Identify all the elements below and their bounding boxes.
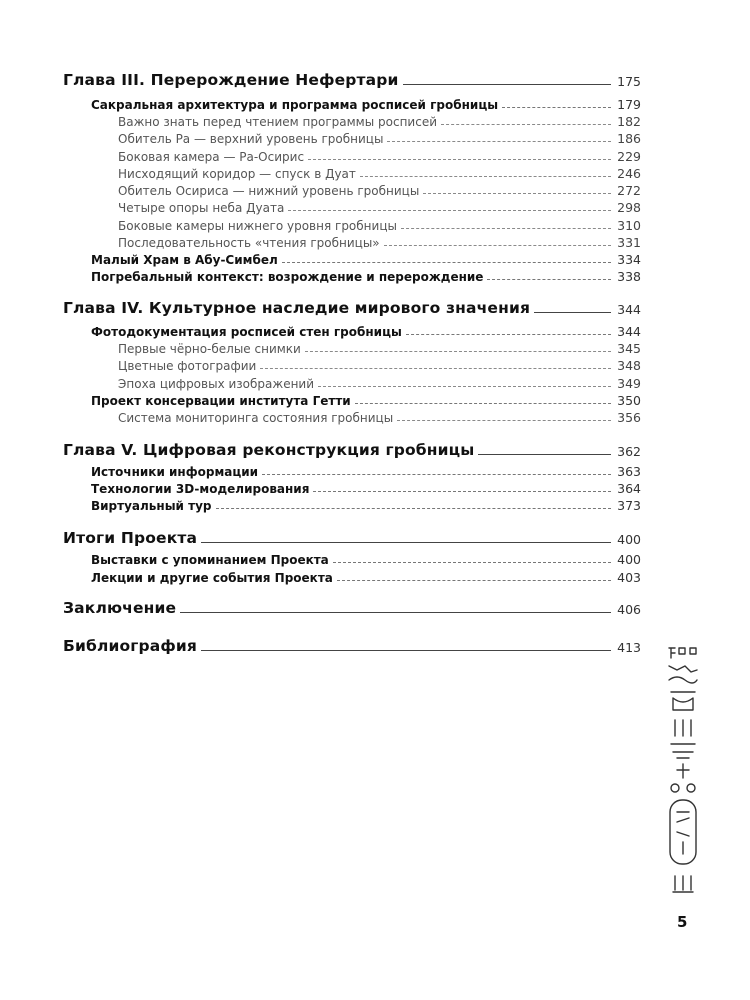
toc-leader [260, 368, 611, 369]
toc-page-number: 349 [617, 376, 641, 391]
toc-page-number: 179 [617, 97, 641, 112]
toc-section [63, 249, 641, 267]
toc-entry-title: Глава V. Цифровая реконструкция гробницы [63, 441, 475, 459]
toc-entry-title: Фотодокументация росписей стен гробницы [91, 325, 402, 339]
toc-entry-title: Источники информации [91, 465, 259, 479]
toc-chapter [63, 441, 641, 459]
toc-entry-title: Обитель Ра — верхний уровень гробницы [118, 132, 384, 146]
toc-leader [423, 193, 611, 194]
toc-leader [305, 351, 611, 352]
toc-leader [534, 312, 611, 313]
toc-entry-title: Заключение [63, 599, 177, 617]
toc-subsection [63, 128, 641, 146]
toc-section [63, 94, 641, 112]
toc-chapter [63, 529, 641, 547]
toc-subsection [63, 232, 641, 250]
toc-entry-title: Итоги Проекта [63, 529, 198, 547]
toc-page-number: 298 [617, 200, 641, 215]
toc-leader [337, 580, 611, 581]
toc-page-number: 345 [617, 341, 641, 356]
toc-chapter [63, 71, 641, 89]
toc-page-number: 338 [617, 269, 641, 284]
toc-leader [262, 474, 611, 475]
toc-section [63, 390, 641, 408]
toc-subsection [63, 146, 641, 164]
toc-chapter [63, 637, 641, 655]
toc-entry-title: Технологии 3D-моделирования [91, 482, 310, 496]
toc-leader [478, 454, 611, 455]
toc-leader [360, 176, 611, 177]
toc-leader [216, 508, 612, 509]
toc-subsection [63, 407, 641, 425]
toc-entry-title: Погребальный контекст: возрождение и перерождение [91, 270, 484, 284]
toc-leader [355, 403, 611, 404]
toc-section [63, 567, 641, 585]
toc-page-number: 406 [617, 602, 641, 617]
toc-entry-title: Эпоха цифровых изображений [118, 377, 315, 391]
toc-page-number: 344 [617, 302, 641, 317]
toc-page-number: 356 [617, 410, 641, 425]
toc-page-number: 373 [617, 498, 641, 513]
toc-page-number: 413 [617, 640, 641, 655]
hieroglyph-cartouche-icon [663, 640, 703, 900]
toc-entry-title: Глава IV. Культурное наследие мирового значения [63, 299, 531, 317]
toc-leader [384, 245, 611, 246]
toc-entry-title: Цветные фотографии [118, 359, 257, 373]
toc-page-number: 403 [617, 570, 641, 585]
toc-entry-title: Выставки с упоминанием Проекта [91, 553, 329, 567]
toc-page-number: 182 [617, 114, 641, 129]
toc-subsection [63, 180, 641, 198]
page-number: 5 [677, 913, 688, 931]
toc-leader [318, 386, 611, 387]
toc-leader [282, 262, 611, 263]
toc-section [63, 321, 641, 339]
toc-leader [403, 84, 611, 85]
toc-entry-title: Боковая камера — Ра-Осирис [118, 150, 305, 164]
toc-section [63, 495, 641, 513]
toc-page-number: 334 [617, 252, 641, 267]
toc-leader [201, 542, 611, 543]
toc-entry-title: Боковые камеры нижнего уровня гробницы [118, 219, 397, 233]
toc-subsection [63, 163, 641, 181]
toc-page-number: 175 [617, 74, 641, 89]
toc-chapter [63, 299, 641, 317]
toc-subsection [63, 215, 641, 233]
toc-entry-title: Библиография [63, 637, 198, 655]
toc-page-number: 363 [617, 464, 641, 479]
toc-section [63, 266, 641, 284]
toc-leader [333, 562, 611, 563]
toc-page-number: 229 [617, 149, 641, 164]
toc-page-number: 350 [617, 393, 641, 408]
toc-leader [201, 650, 611, 651]
toc-leader [180, 612, 611, 613]
toc-leader [397, 420, 611, 421]
toc-entry-title: Малый Храм в Абу-Симбел [91, 253, 278, 267]
toc-entry-title: Глава III. Перерождение Нефертари [63, 71, 399, 89]
toc-subsection [63, 338, 641, 356]
toc-page-number: 246 [617, 166, 641, 181]
toc-page-number: 362 [617, 444, 641, 459]
toc-leader [406, 334, 611, 335]
toc-leader [313, 491, 611, 492]
toc-entry-title: Первые чёрно-белые снимки [118, 342, 301, 356]
toc-chapter [63, 599, 641, 617]
toc-subsection [63, 373, 641, 391]
toc-entry-title: Обитель Осириса — нижний уровень гробницы [118, 184, 420, 198]
toc-entry-title: Важно знать перед чтением программы росписей [118, 115, 438, 129]
toc-page-number: 348 [617, 358, 641, 373]
toc-section [63, 549, 641, 567]
toc-leader [441, 124, 611, 125]
toc-section [63, 461, 641, 479]
toc-entry-title: Лекции и другие события Проекта [91, 571, 333, 585]
toc-entry-title: Последовательность «чтения гробницы» [118, 236, 380, 250]
toc-entry-title: Нисходящий коридор — спуск в Дуат [118, 167, 356, 181]
toc-leader [288, 210, 611, 211]
toc-entry-title: Четыре опоры неба Дуата [118, 201, 285, 215]
toc-leader [401, 228, 611, 229]
toc-page-number: 310 [617, 218, 641, 233]
toc-subsection [63, 111, 641, 129]
toc-entry-title: Сакральная архитектура и программа росписей гробницы [91, 98, 499, 112]
toc-entry-title: Проект консервации института Гетти [91, 394, 351, 408]
toc-leader [487, 279, 611, 280]
toc-page-number: 186 [617, 131, 641, 146]
toc-section [63, 478, 641, 496]
toc-subsection [63, 355, 641, 373]
toc-page-number: 400 [617, 552, 641, 567]
toc-leader [502, 107, 611, 108]
toc-page-number: 331 [617, 235, 641, 250]
toc-entry-title: Система мониторинга состояния гробницы [118, 411, 394, 425]
toc-leader [387, 141, 611, 142]
toc-entry-title: Виртуальный тур [91, 499, 212, 513]
toc-page-number: 400 [617, 532, 641, 547]
toc-page-number: 364 [617, 481, 641, 496]
toc-leader [308, 159, 611, 160]
toc-page-number: 272 [617, 183, 641, 198]
toc-subsection [63, 197, 641, 215]
toc-page-number: 344 [617, 324, 641, 339]
